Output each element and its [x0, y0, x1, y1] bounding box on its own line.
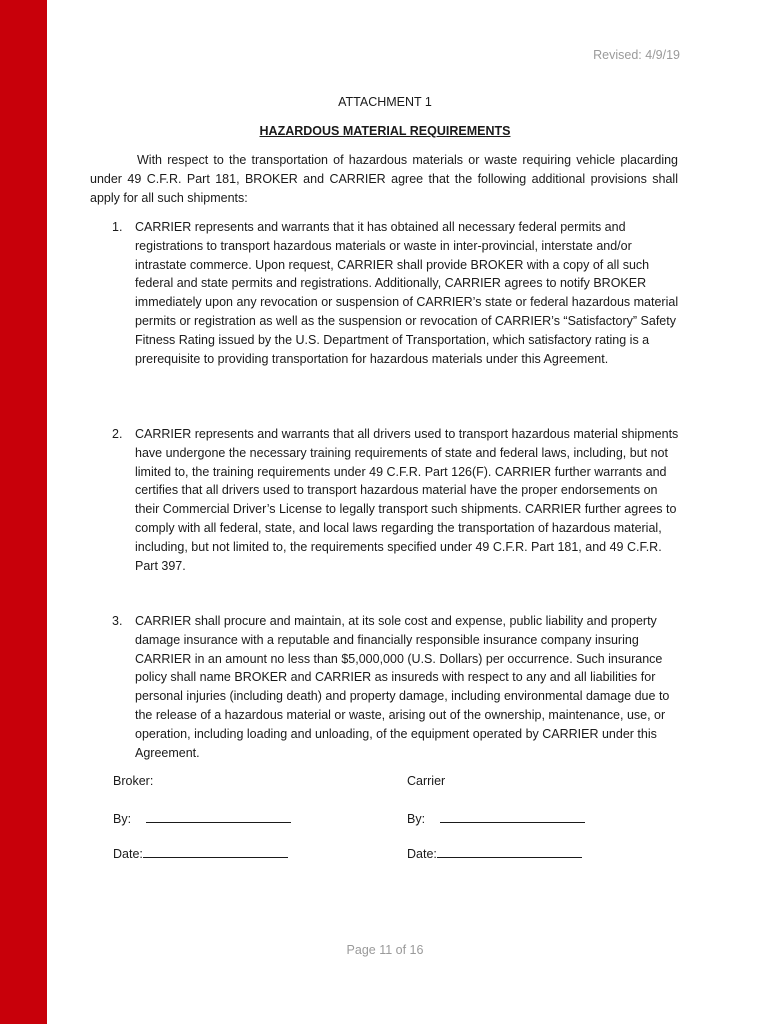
broker-date-label: Date: [113, 847, 143, 861]
list-item-number: 1. [112, 220, 123, 234]
broker-by-row [113, 809, 291, 826]
carrier-date-label: Date: [407, 847, 437, 861]
side-color-bar [0, 0, 47, 1024]
carrier-label: Carrier [407, 774, 446, 788]
list-item-number: 3. [112, 614, 123, 628]
list-item-text: CARRIER shall procure and maintain, at its sole cost and expense, public liability and property damage insurance with a reputable and financially responsible insurance company insuring CARRIER in an amount no less than $5,000,000 (U.S. Dollars) per occurrence. Such insurance policy shall name BROKER and CARRIER as insureds with respect to any and all liabilities for personal injuries (including death) and property damage, including environmental damage due to the release of a hazardous material or waste, arising out of the ownership, maintenance, use, or operation, including loading and unloading, of the equipment operated by CARRIER under this Agreement. [135, 614, 670, 760]
list-item-text: CARRIER represents and warrants that all drivers used to transport hazardous material shipments have undergone the necessary training requirements of state and federal laws, including, but not limited to, the training requirements under 49 C.F.R. Part 126(F). CARRIER further warrants and certifies that all drivers used to transport hazardous material have the proper endorsements on their Commercial Driver’s License to legally transport such shipments. CARRIER further agrees to comply with all federal, state, and local laws regarding the transportation of hazardous material, including, but not limited to, the requirements specified under 49 C.F.R. Part 181, and 49 C.F.R. Part 397. [135, 427, 679, 573]
carrier-date-row [407, 844, 582, 861]
broker-by-label: By: [113, 812, 132, 826]
broker-label: Broker: [113, 774, 154, 788]
carrier-by-row [407, 809, 585, 826]
list-item [112, 218, 682, 368]
carrier-signature-line[interactable] [440, 809, 585, 823]
list-item-number: 2. [112, 427, 123, 441]
document-page [47, 0, 770, 1024]
list-item-text: CARRIER represents and warrants that it has obtained all necessary federal permits and registrations to transport hazardous materials or waste in inter-provincial, interstate and/or intrastate commerce. Upon request, CARRIER shall provide BROKER with a copy of all such federal and state permits and registrations. Additionally, CARRIER agrees to notify BROKER immediately upon any revocation or suspension of CARRIER’s state or federal hazardous material permits or registration as well as the suspension or revocation of CARRIER’s “Satisfactory” Safety Fitness Rating issued by the U.S. Department of Transportation, which satisfactory rating is a prerequisite to providing transportation for hazardous materials under this Agreement. [135, 220, 679, 366]
carrier-by-label: By: [407, 812, 426, 826]
section-heading: HAZARDOUS MATERIAL REQUIREMENTS [259, 124, 511, 138]
page-number: Page 11 of 16 [346, 943, 424, 957]
list-item [112, 612, 682, 762]
broker-date-line[interactable] [143, 844, 288, 858]
attachment-label: ATTACHMENT 1 [338, 95, 432, 109]
broker-signature-line[interactable] [146, 809, 291, 823]
intro-paragraph: With respect to the transportation of hazardous materials or waste requiring vehicle placarding under 49 C.F.R. Part 181, BROKER and CARRIER agree that the following additional provisions shall apply for all such shipments: [90, 153, 678, 205]
carrier-date-line[interactable] [437, 844, 582, 858]
revised-date: Revised: 4/9/19 [593, 48, 680, 62]
list-item [112, 425, 682, 575]
broker-date-row [113, 844, 288, 861]
